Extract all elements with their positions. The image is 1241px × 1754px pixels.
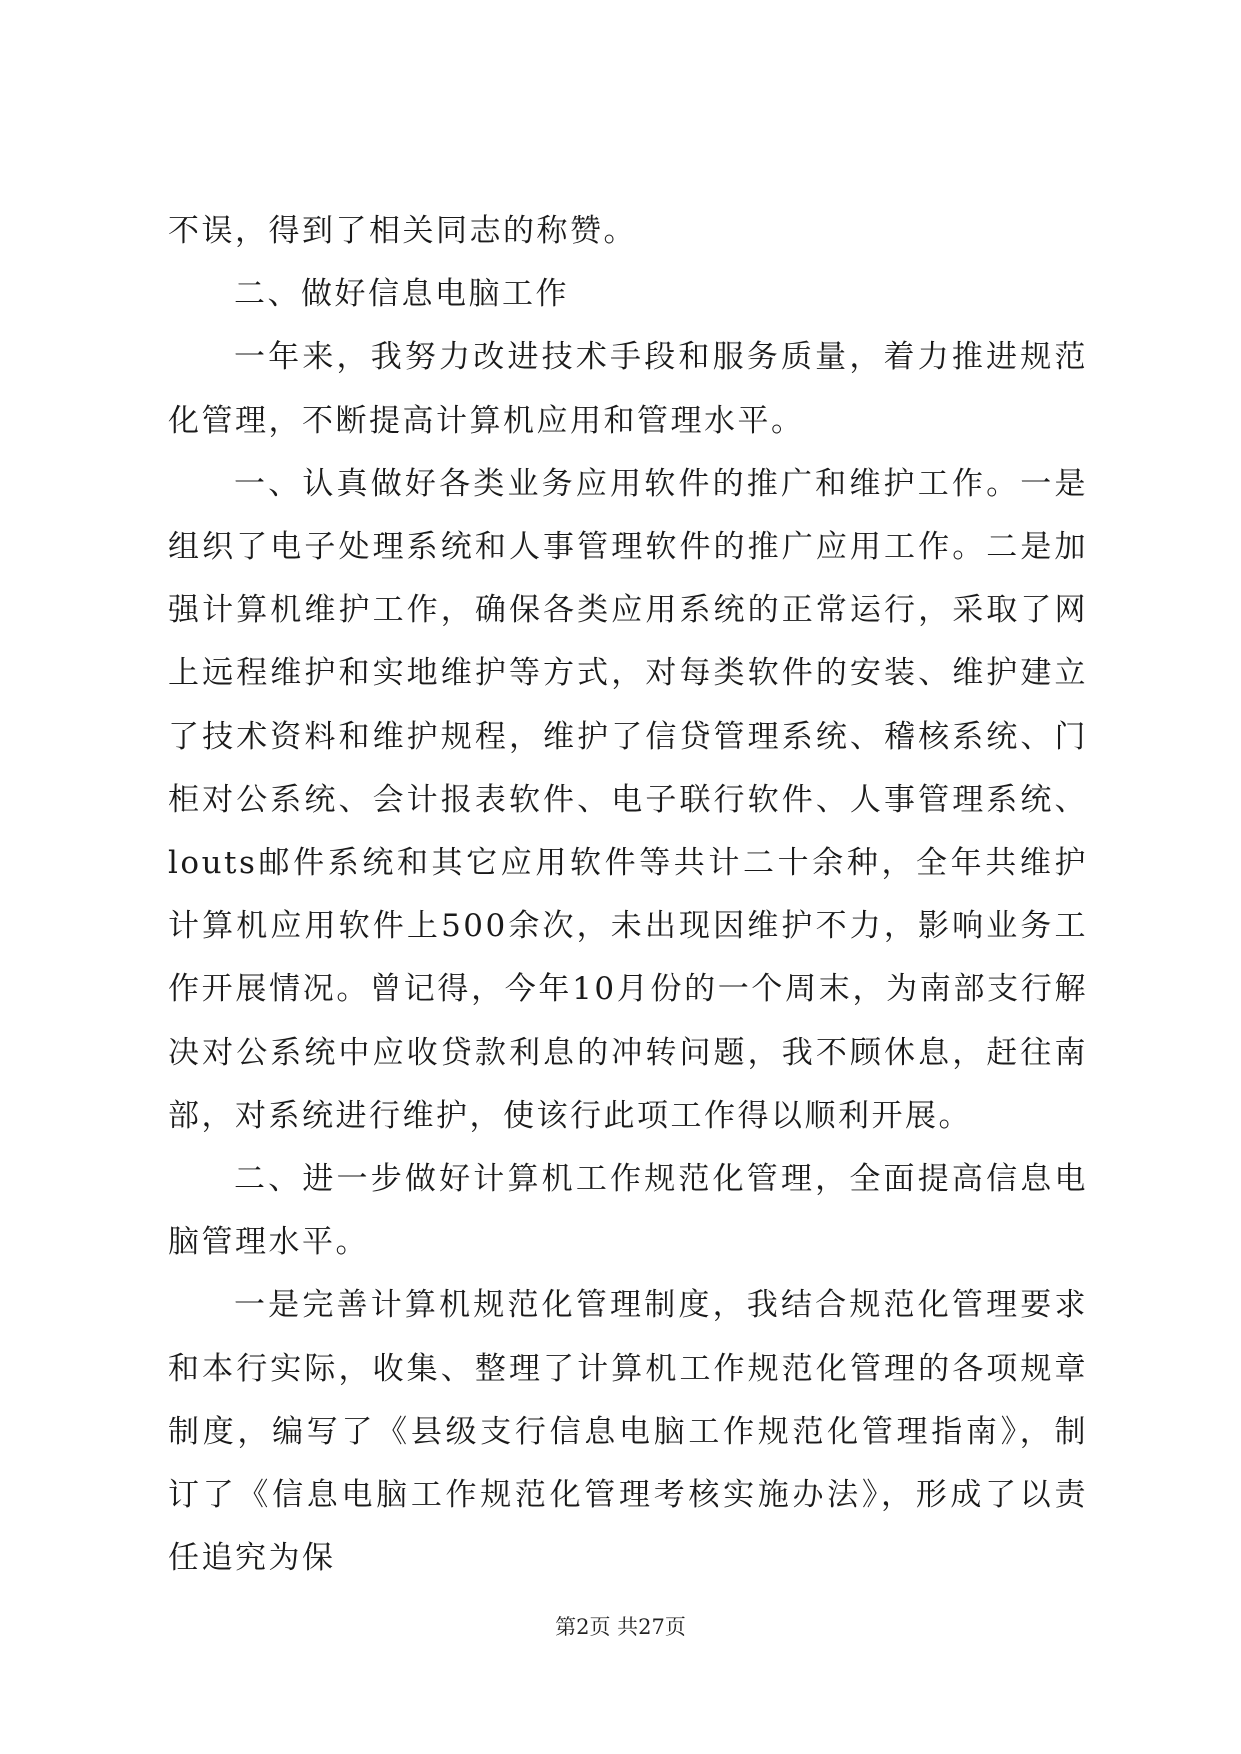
paragraph: 一、认真做好各类业务应用软件的推广和维护工作。一是组织了电子处理系统和人事管理软件的推广应用工作。二是加强计算机维护工作，确保各类应用系统的正常运行，采取了网上远程维护和实地维护等方式，对每类软件的安装、维护建立了技术资料和维护规程，维护了信贷管理系统、稽核系统、门柜对公系统、会计报表软件、电子联行软件、人事管理系统、louts邮件系统和其它应用软件等共计二十余种，全年共维护计算机应用软件上500余次，未出现因维护不力，影响业务工作开展情况。曾记得，今年10月份的一个周末，为南部支行解决对公系统中应收贷款利息的冲转问题，我不顾休息，赶往南部，对系统进行维护，使该行此项工作得以顺利开展。 xyxy=(168,465,1088,1134)
paragraph: 不误，得到了相关同志的称赞。 xyxy=(168,213,637,249)
section-heading: 二、做好信息电脑工作 xyxy=(234,276,569,313)
paragraph: 一年来，我努力改进技术手段和服务质量，着力推进规范化管理，不断提高计算机应用和管理水平。 xyxy=(168,339,1088,439)
paragraph: 一是完善计算机规范化管理制度，我结合规范化管理要求和本行实际，收集、整理了计算机工作规范化管理的各项规章制度，编写了《县级支行信息电脑工作规范化管理指南》，制订了《信息电脑工作规范化管理考核实施办法》，形成了以责任追究为保 xyxy=(168,1287,1088,1577)
document-body xyxy=(168,200,1088,1590)
page-footer: 第2页 共27页 xyxy=(555,1615,686,1639)
paragraph: 二、进一步做好计算机工作规范化管理，全面提高信息电脑管理水平。 xyxy=(168,1161,1088,1261)
